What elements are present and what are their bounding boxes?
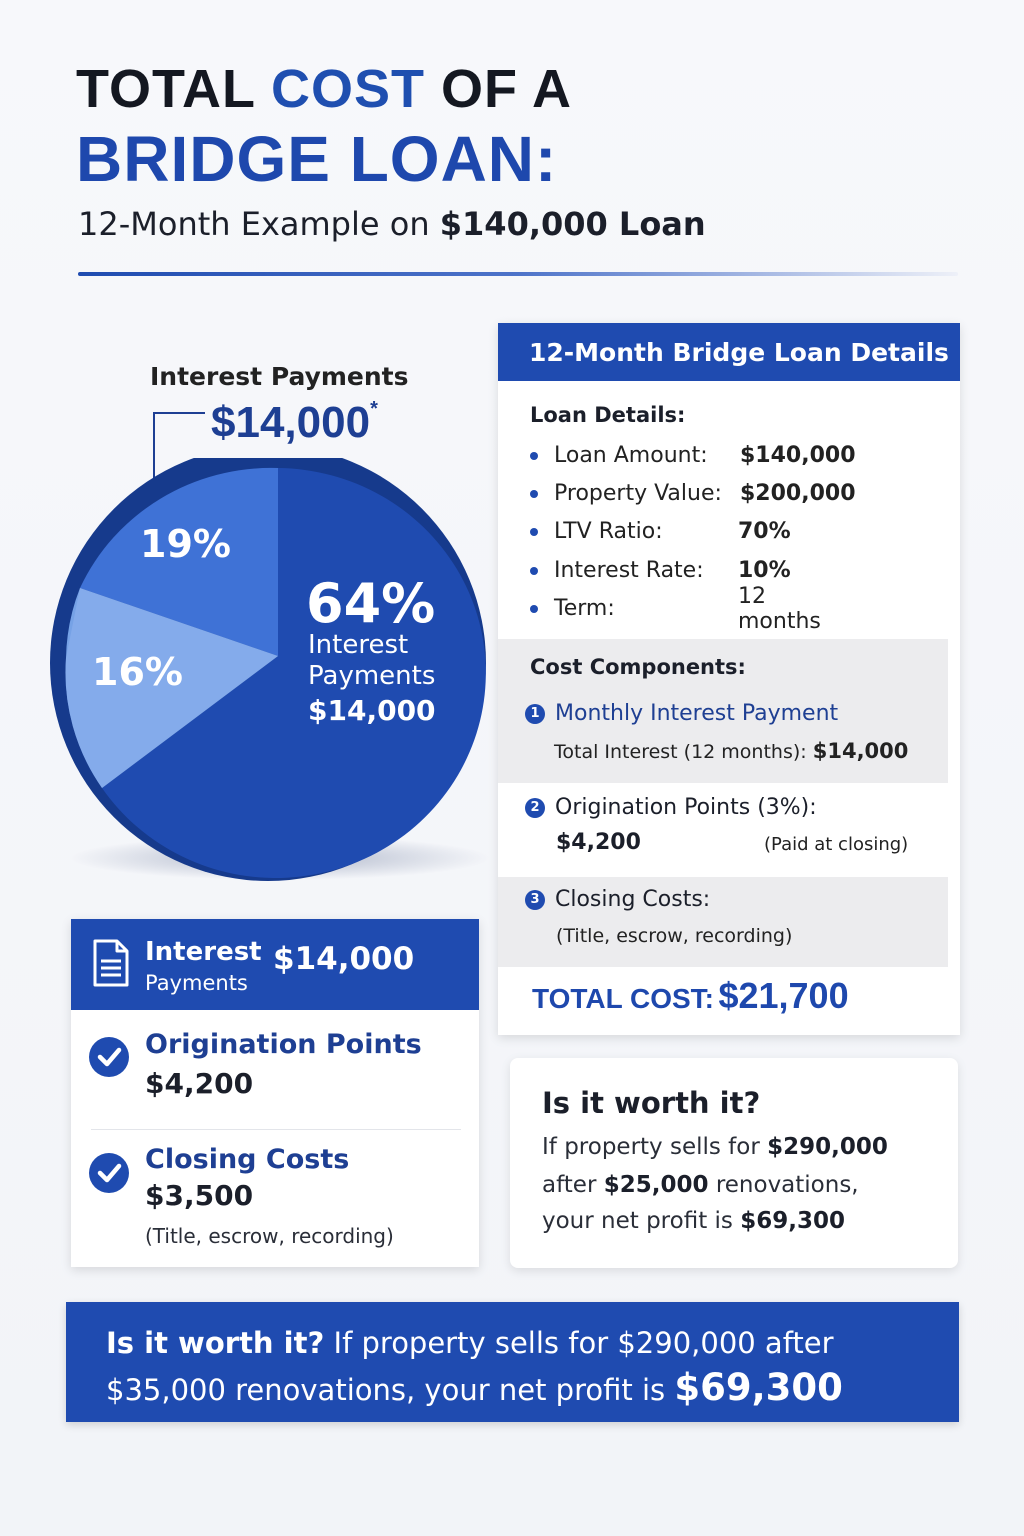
number-badge-icon: 3	[525, 890, 545, 910]
worth-line-2-prefix: after	[542, 1172, 597, 1198]
bullet-dot-icon	[530, 528, 538, 536]
loan-details-title: Loan Details:	[530, 403, 686, 427]
number-badge-icon: 1	[525, 704, 545, 724]
summary-header	[71, 919, 479, 1010]
cost-item-1-sub	[554, 739, 908, 763]
worth-line-2-value: $25,000	[603, 1172, 709, 1198]
pie-callout-amount	[211, 398, 378, 448]
page-subtitle	[78, 205, 706, 243]
cost-item-3	[525, 887, 710, 912]
detail-label: Property Value:	[554, 481, 722, 506]
detail-row-interest-rate	[530, 558, 791, 583]
origination-note: (Paid at closing)	[764, 834, 909, 855]
number-badge-icon: 2	[525, 798, 545, 818]
details-header: 12-Month Bridge Loan Details	[498, 323, 960, 381]
header-divider	[78, 272, 958, 276]
worth-line-1-value: $290,000	[767, 1134, 888, 1160]
title-part2: OF A	[441, 59, 573, 119]
total-cost-label: TOTAL COST:	[532, 983, 714, 1014]
worth-title: Is it worth it?	[542, 1086, 761, 1120]
cost-summary-card	[71, 919, 479, 1267]
pie-sub-amount: $14,000	[308, 694, 436, 727]
cost-band-1	[498, 639, 948, 783]
banner-line-2-text: $35,000 renovations, your net profit is	[106, 1373, 666, 1407]
loan-details-panel	[498, 323, 960, 1035]
banner-line-2	[106, 1366, 843, 1409]
document-icon	[91, 939, 131, 987]
cost-item-title: Closing Costs:	[555, 887, 711, 912]
origination-title: Origination Points	[145, 1029, 422, 1060]
page-title-line2: BRIDGE LOAN:	[76, 123, 558, 195]
bottom-banner	[66, 1302, 959, 1422]
detail-row-property-value	[530, 481, 856, 506]
worth-line-2-suffix: renovations,	[715, 1172, 859, 1198]
detail-value: 70%	[738, 519, 791, 544]
detail-row-term	[530, 583, 821, 634]
worth-line-1-text: If property sells for	[542, 1134, 760, 1160]
detail-label: Loan Amount:	[554, 443, 708, 468]
worth-line-2	[542, 1172, 859, 1198]
bullet-dot-icon	[530, 567, 538, 575]
summary-header-label-1: Interest	[145, 937, 262, 967]
pie-label-16: 16%	[92, 650, 183, 694]
closing-note: (Title, escrow, recording)	[556, 925, 793, 947]
total-interest-value: $14,000	[812, 739, 909, 763]
detail-value: $200,000	[740, 481, 856, 506]
cost-item-title: Origination Points (3%):	[555, 795, 817, 820]
pie-chart	[40, 458, 500, 888]
cost-item-title: Monthly Interest Payment	[555, 701, 839, 726]
pie-label-19: 19%	[140, 522, 231, 566]
summary-divider	[91, 1129, 461, 1130]
title-accent: COST	[271, 59, 426, 119]
closing-amount: $3,500	[145, 1179, 254, 1212]
worth-line-3-value: $69,300	[740, 1208, 845, 1234]
subtitle-prefix: 12-Month Example on	[78, 205, 430, 243]
origination-amount: $4,200	[145, 1067, 254, 1100]
summary-header-value: $14,000	[273, 941, 415, 977]
pie-callout-label: Interest Payments	[150, 362, 409, 391]
worth-it-card	[510, 1058, 958, 1268]
banner-profit-value: $69,300	[674, 1366, 843, 1409]
bullet-dot-icon	[530, 452, 538, 460]
cost-item-2	[525, 795, 817, 820]
worth-line-3-text: your net profit is	[542, 1208, 733, 1234]
detail-row-ltv	[530, 519, 791, 544]
origination-value: $4,200	[556, 830, 641, 855]
closing-title: Closing Costs	[145, 1144, 350, 1175]
check-circle-icon	[89, 1153, 129, 1193]
callout-asterisk: *	[370, 398, 378, 420]
subtitle-amount: $140,000 Loan	[439, 205, 706, 243]
total-cost	[532, 975, 849, 1017]
pie-sub-label-2: Payments	[308, 661, 436, 691]
banner-line-1-text: If property sells for $290,000 after	[333, 1326, 834, 1360]
worth-line-1	[542, 1134, 888, 1160]
cost-item-1	[525, 701, 838, 726]
cost-band-3	[498, 877, 948, 967]
detail-label: Term:	[554, 596, 615, 621]
detail-label: Interest Rate:	[554, 558, 704, 583]
pie-sub-label-1: Interest	[308, 630, 409, 660]
worth-line-3	[542, 1208, 845, 1234]
bullet-dot-icon	[530, 490, 538, 498]
closing-summary-note: (Title, escrow, recording)	[145, 1224, 394, 1248]
total-interest-label: Total Interest (12 months):	[554, 741, 807, 763]
detail-value: 12 months	[738, 583, 821, 634]
pie-label-64: 64%	[306, 572, 436, 635]
cost-components-title: Cost Components:	[530, 655, 746, 679]
detail-value: $140,000	[740, 443, 856, 468]
banner-lead: Is it worth it?	[106, 1326, 325, 1360]
callout-amount-value: $14,000	[211, 398, 371, 447]
page-title-line1	[76, 58, 572, 120]
summary-header-label-2: Payments	[145, 971, 248, 995]
title-part1: TOTAL	[76, 59, 255, 119]
check-circle-icon	[89, 1037, 129, 1077]
bullet-dot-icon	[530, 605, 538, 613]
detail-value: 10%	[738, 558, 791, 583]
detail-label: LTV Ratio:	[554, 519, 663, 544]
banner-line-1	[106, 1326, 834, 1360]
total-cost-value: $21,700	[718, 975, 849, 1016]
detail-row-loan-amount	[530, 443, 856, 468]
